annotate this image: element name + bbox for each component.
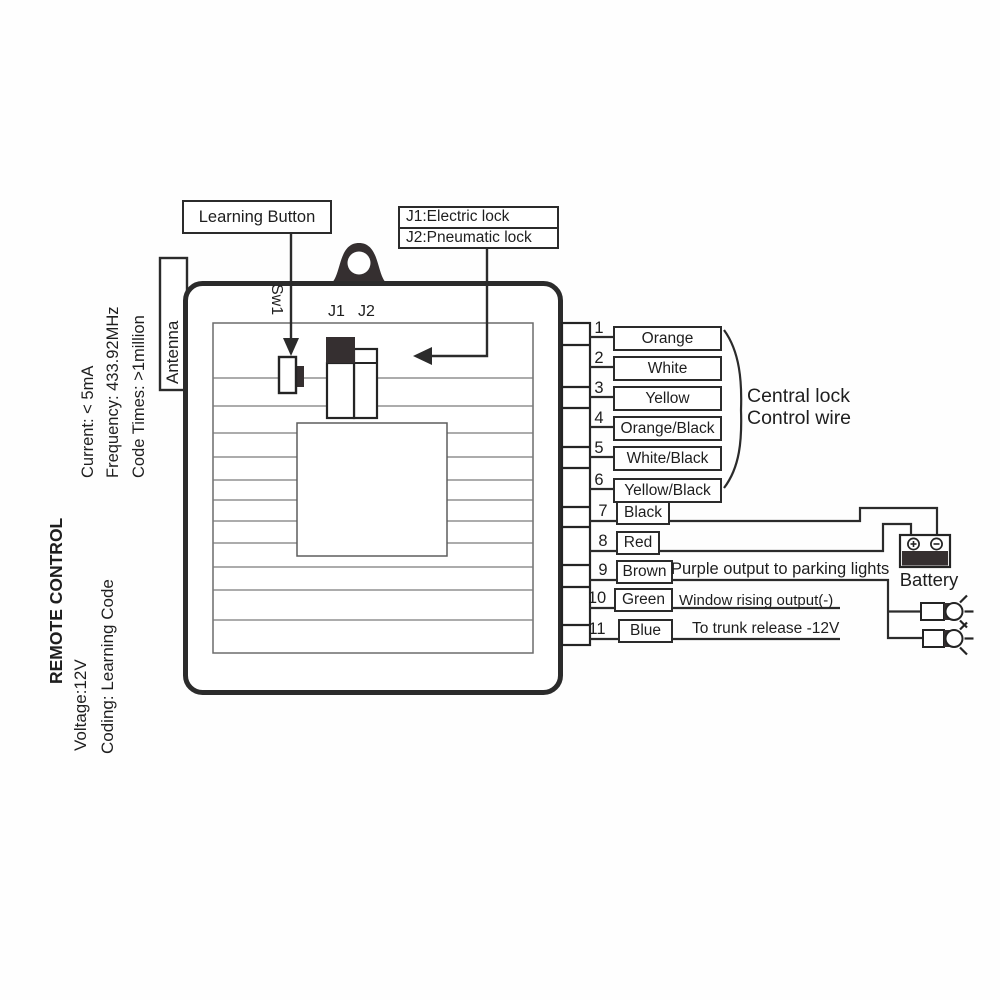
ic-chip xyxy=(297,423,447,556)
wire-color-box: Green xyxy=(614,588,673,612)
spec-coding: Coding: Learning Code xyxy=(98,579,117,754)
jumper-j2 xyxy=(354,349,377,418)
spec-current: Current: < 5mA xyxy=(79,365,97,478)
spec-frequency: Frequency: 433.92MHz xyxy=(104,306,122,478)
wire-number: 11 xyxy=(588,620,606,638)
jumper-legend-callout xyxy=(398,206,559,249)
battery-label: Battery xyxy=(899,569,959,590)
central-lock-group-label xyxy=(747,385,851,429)
wire-number: 8 xyxy=(598,532,608,550)
wire-color-box: Yellow/Black xyxy=(613,478,722,503)
device-title: REMOTE CONTROL xyxy=(46,517,66,684)
wire-number: 10 xyxy=(587,589,607,607)
central-lock-line1: Central lock xyxy=(747,385,850,407)
j1-label: J1 xyxy=(328,303,345,320)
wire-color-box: White xyxy=(613,356,722,381)
jumper-legend-j1: J1:Electric lock xyxy=(400,208,557,227)
learning-button-label: Learning Button xyxy=(198,207,316,226)
wire-note: Purple output to parking lights xyxy=(671,560,890,578)
wire-color-box: White/Black xyxy=(613,446,722,471)
wire-color-box: Brown xyxy=(616,560,673,584)
wire-color-box: Orange/Black xyxy=(613,416,722,441)
spec-code-times: Code Times: >1million xyxy=(130,315,148,478)
wire-number: 7 xyxy=(598,502,608,520)
jumper-legend-j2: J2:Pneumatic lock xyxy=(400,227,557,248)
mounting-ear-icon xyxy=(326,243,392,285)
wire-color-box: Blue xyxy=(618,619,673,643)
wire-note: Window rising output(-) xyxy=(679,592,834,609)
wire-number: 2 xyxy=(594,349,604,367)
wire-color-box: Orange xyxy=(613,326,722,351)
wire-number: 4 xyxy=(594,409,604,427)
wire-number: 9 xyxy=(598,561,608,579)
wire-color-box: Yellow xyxy=(613,386,722,411)
central-lock-line2: Control wire xyxy=(747,407,852,429)
spec-voltage: Voltage:12V xyxy=(71,659,90,751)
battery-icon xyxy=(900,535,950,567)
central-lock-bracket xyxy=(724,330,741,488)
wire-note: To trunk release -12V xyxy=(692,620,840,637)
learning-button-callout xyxy=(182,200,332,234)
wire-number: 3 xyxy=(594,379,604,397)
wire-number: 1 xyxy=(594,319,604,337)
wire-color-box: Red xyxy=(616,531,660,555)
antenna-label: Antenna xyxy=(163,320,182,384)
j2-label: J2 xyxy=(358,303,375,320)
wire-number: 6 xyxy=(594,471,604,489)
sw1-label: Sw1 xyxy=(268,284,285,316)
wire-number: 5 xyxy=(594,439,604,457)
wire-color-box: Black xyxy=(616,501,670,525)
jumper-j1 xyxy=(326,337,355,418)
